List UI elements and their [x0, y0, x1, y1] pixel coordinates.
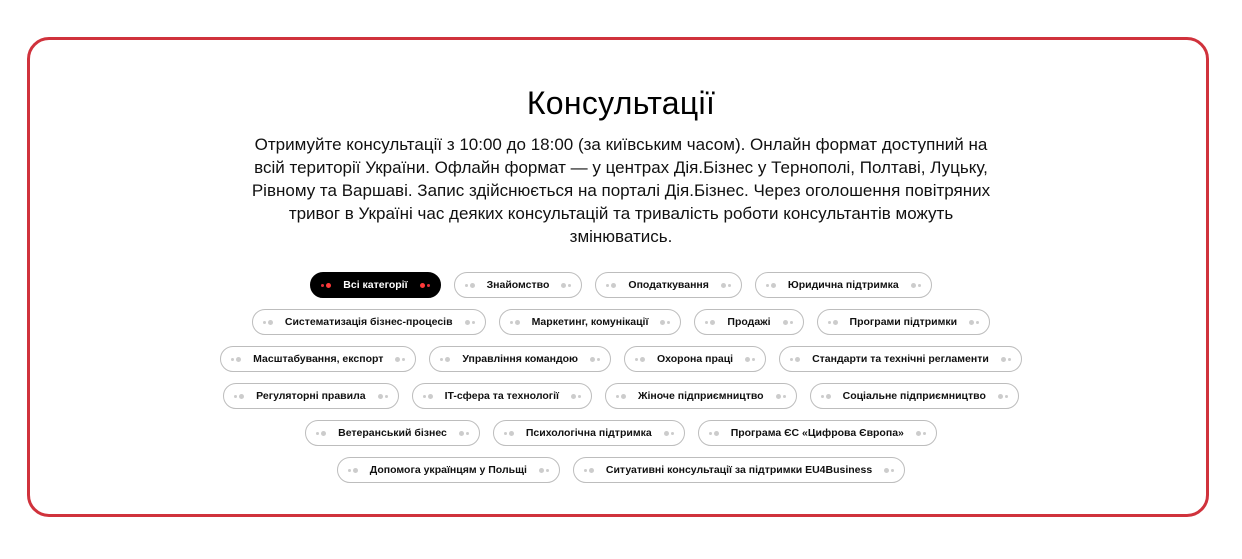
filter-chip-label: Систематизація бізнес-процесів — [284, 316, 453, 328]
filter-row — [305, 420, 937, 446]
dots-left-icon — [465, 283, 475, 288]
consultations-description: Отримуйте консультації з 10:00 до 18:00 (за київським часом). Онлайн формат доступний на всій території України. Офлайн формат — у центрах Дія.Бізнес у Тернополі, Полтаві, Луцьку, Рівному та Варшаві. Запис здійснюється на порталі Дія.Бізнес. Через оголошення повітряних тривог в Україні час деяких консультацій та тривалість роботи консультантів можуть змінюватись. — [251, 135, 991, 246]
dots-right-icon — [660, 320, 670, 325]
filter-chip-label: Ветеранський бізнес — [338, 427, 447, 439]
filter-chip-label: Юридична підтримка — [787, 279, 899, 291]
filter-chip-label: Стандарти та технічні регламенти — [812, 353, 989, 365]
filter-chip[interactable] — [493, 420, 685, 446]
dots-left-icon — [616, 394, 626, 399]
dots-left-icon — [606, 283, 616, 288]
filter-chip-label: Продажі — [727, 316, 771, 328]
dots-left-icon — [263, 320, 273, 325]
dots-left-icon — [766, 283, 776, 288]
filter-chip-label: Жіноче підприємництво — [638, 390, 764, 402]
dots-right-icon — [420, 283, 430, 288]
filter-row — [310, 272, 931, 298]
dots-right-icon — [378, 394, 388, 399]
dots-left-icon — [440, 357, 450, 362]
filter-chip[interactable] — [220, 346, 416, 372]
dots-right-icon — [884, 468, 894, 473]
filter-chip-label: Соціальне підприємництво — [842, 390, 986, 402]
dots-right-icon — [395, 357, 405, 362]
filter-chip-label: Маркетинг, комунікації — [531, 316, 649, 328]
dots-left-icon — [709, 431, 719, 436]
dots-right-icon — [571, 394, 581, 399]
filter-chip[interactable] — [624, 346, 766, 372]
filter-row — [223, 383, 1019, 409]
filter-chip[interactable] — [305, 420, 480, 446]
dots-right-icon — [969, 320, 979, 325]
filter-chip[interactable] — [454, 272, 583, 298]
filter-chip-label: Всі категорії — [343, 279, 408, 291]
dots-right-icon — [911, 283, 921, 288]
dots-left-icon — [510, 320, 520, 325]
dots-right-icon — [745, 357, 755, 362]
dots-right-icon — [664, 431, 674, 436]
filter-chip[interactable] — [755, 272, 932, 298]
filter-chip-label: Програми підтримки — [849, 316, 958, 328]
filter-chip[interactable] — [698, 420, 937, 446]
filter-chip-label: Масштабування, експорт — [253, 353, 384, 365]
dots-right-icon — [590, 357, 600, 362]
filter-chip-active[interactable] — [310, 272, 440, 298]
filter-chip-label: IT-сфера та технології — [444, 390, 560, 402]
filter-chip-label: Програма ЄС «Цифрова Європа» — [730, 427, 904, 439]
dots-left-icon — [790, 357, 800, 362]
filter-chip-label: Оподаткування — [628, 279, 709, 291]
filter-chip[interactable] — [499, 309, 682, 335]
dots-left-icon — [423, 394, 433, 399]
filter-row — [337, 457, 905, 483]
dots-left-icon — [231, 357, 241, 362]
filter-row — [252, 309, 990, 335]
filter-chip[interactable] — [337, 457, 560, 483]
dots-left-icon — [828, 320, 838, 325]
filter-chip-label: Регуляторні правила — [256, 390, 366, 402]
dots-right-icon — [721, 283, 731, 288]
category-filter-group — [0, 272, 1242, 494]
filter-chip[interactable] — [779, 346, 1022, 372]
dots-left-icon — [705, 320, 715, 325]
filter-chip[interactable] — [810, 383, 1019, 409]
page-title: Консультації — [526, 85, 716, 122]
filter-chip-label: Управління командою — [462, 353, 579, 365]
dots-right-icon — [783, 320, 793, 325]
dots-left-icon — [321, 283, 331, 288]
filter-chip[interactable] — [429, 346, 611, 372]
filter-chip[interactable] — [595, 272, 742, 298]
dots-right-icon — [998, 394, 1008, 399]
dots-right-icon — [465, 320, 475, 325]
dots-left-icon — [504, 431, 514, 436]
dots-left-icon — [584, 468, 594, 473]
dots-right-icon — [561, 283, 571, 288]
filter-chip[interactable] — [223, 383, 398, 409]
dots-right-icon — [1001, 357, 1011, 362]
dots-left-icon — [348, 468, 358, 473]
dots-left-icon — [821, 394, 831, 399]
filter-chip-label: Охорона праці — [657, 353, 734, 365]
filter-chip-label: Допомога українцям у Польщі — [369, 464, 527, 476]
filter-chip[interactable] — [573, 457, 905, 483]
filter-chip-label: Ситуативні консультації за підтримки EU4Business — [605, 464, 873, 476]
filter-row — [220, 346, 1022, 372]
filter-chip-label: Психологічна підтримка — [525, 427, 652, 439]
dots-right-icon — [776, 394, 786, 399]
dots-right-icon — [916, 431, 926, 436]
dots-left-icon — [234, 394, 244, 399]
dots-left-icon — [316, 431, 326, 436]
filter-chip[interactable] — [694, 309, 803, 335]
filter-chip[interactable] — [605, 383, 797, 409]
dots-right-icon — [459, 431, 469, 436]
filter-chip[interactable] — [817, 309, 991, 335]
dots-right-icon — [539, 468, 549, 473]
filter-chip-label: Знайомство — [486, 279, 550, 291]
filter-chip[interactable] — [252, 309, 486, 335]
dots-left-icon — [635, 357, 645, 362]
filter-chip[interactable] — [412, 383, 592, 409]
